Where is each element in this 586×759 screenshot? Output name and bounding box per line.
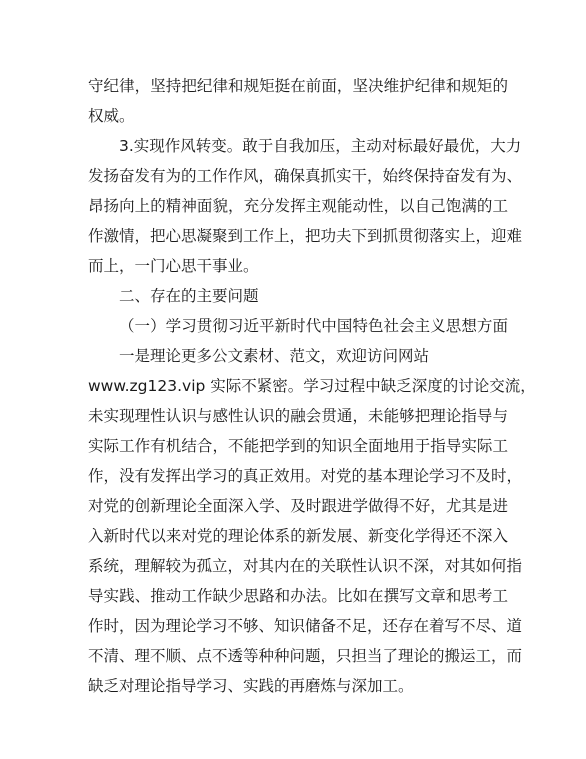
paragraph-line: 缺乏对理论指导学习、实践的再磨炼与深加工。 (88, 677, 414, 695)
paragraph-line: 而上，一门心思干事业。 (88, 257, 259, 275)
paragraph-line: 未实现理性认识与感性认识的融会贯通，未能够把理论指导与 (88, 407, 508, 425)
paragraph-line: 3.实现作风转变。敢于自我加压，主动对标最好最优，大力 (119, 137, 522, 155)
subsection-heading: （一）学习贯彻习近平新时代中国特色社会主义思想方面 (119, 317, 508, 335)
paragraph-line: 导实践、推动工作缺少思路和办法。比如在撰写文章和思考工 (88, 587, 508, 605)
paragraph-line: 一是理论更多公文素材、范文，欢迎访问网站 (119, 347, 430, 365)
paragraph-line: 入新时代以来对党的理论体系的新发展、新变化学得还不深入 (88, 527, 508, 545)
paragraph-line: 不清、理不顺、点不透等种种问题，只担当了理论的搬运工，而 (88, 647, 523, 665)
paragraph-line: 实际工作有机结合，不能把学到的知识全面地用于指导实际工 (88, 437, 508, 455)
paragraph-line: 作时，因为理论学习不够、知识储备不足，还存在着写不尽、道 (88, 617, 523, 635)
paragraph-line: 昂扬向上的精神面貌，充分发挥主观能动性，以自己饱满的工 (88, 197, 508, 215)
paragraph-line: www.zg123.vip 实际不紧密。学习过程中缺乏深度的讨论交流， (88, 377, 536, 395)
paragraph-line: 作激情，把心思凝聚到工作上，把功夫下到抓贯彻落实上，迎难 (88, 227, 523, 245)
paragraph-line: 对党的创新理论全面深入学、及时跟进学做得不好，尤其是进 (88, 497, 508, 515)
paragraph-line: 权威。 (88, 107, 135, 125)
paragraph-line: 作，没有发挥出学习的真正效用。对党的基本理论学习不及时， (88, 467, 523, 485)
paragraph-line: 系统，理解较为孤立，对其内在的关联性认识不深，对其如何指 (88, 557, 523, 575)
section-heading: 二、存在的主要问题 (119, 287, 259, 305)
paragraph-line: 发扬奋发有为的工作作风，确保真抓实干，始终保持奋发有为、 (88, 167, 523, 185)
paragraph-line: 守纪律，坚持把纪律和规矩挺在前面，坚决维护纪律和规矩的 (88, 77, 508, 95)
